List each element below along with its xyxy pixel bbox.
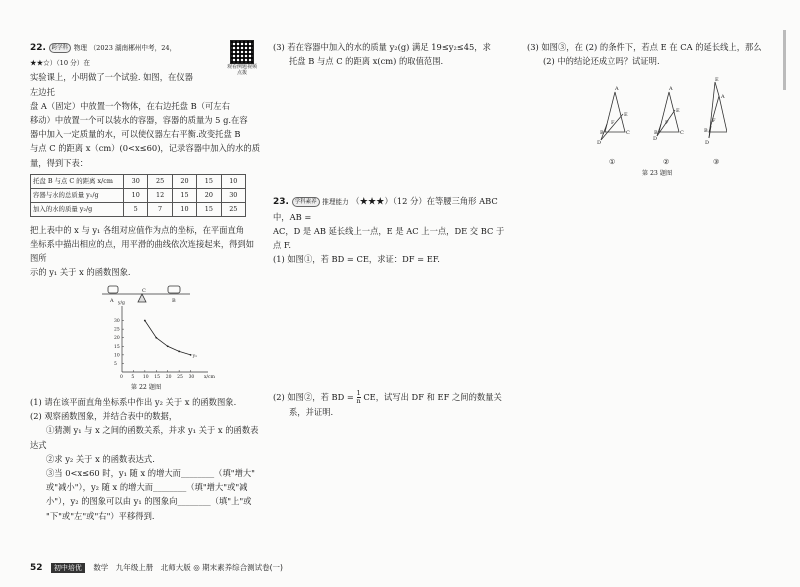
q23-part3-b: (2) 中的结论还成立吗？试证明. <box>543 56 660 67</box>
q22-part3-line2: 托盘 B 与点 C 的距离 x(cm) 的取值范围. <box>289 56 444 67</box>
y-tick-label: 5 <box>114 361 117 367</box>
q22-text-1: 实验课上，小明做了一个试验. 如图，在仪器左边托 <box>30 72 193 97</box>
svg-text:B: B <box>654 130 658 137</box>
x-tick-label: 20 <box>165 374 172 380</box>
table-row: 托盘 B 与点 C 的距离 x/cm 30 25 20 15 10 <box>31 174 246 188</box>
svg-text:C: C <box>626 130 630 137</box>
y-tick-label: 20 <box>114 335 120 341</box>
svg-text:D: D <box>653 136 658 143</box>
q23-part2-a: (2) 如图②，若 BD = <box>273 392 354 403</box>
brand-label: 初中培优 <box>51 563 85 573</box>
q22-sub-2c-3: 小"），y₂ 的图象可以由 y₁ 的图象向________（填"上"或 <box>46 496 252 507</box>
q22-sub-2c-1: ③当 0<x≤60 时，y₁ 随 x 的增大而________（填"增大" <box>46 468 255 479</box>
page-number: 52 <box>30 563 43 573</box>
q22-part3-line1: (3) 若在容器中加入的水的质量 y₂(g) 满足 19≤y₂≤45，求 <box>273 42 491 52</box>
svg-text:B: B <box>704 128 708 135</box>
balance-and-graph-figure <box>30 280 262 380</box>
svg-text:B: B <box>600 130 604 137</box>
q22-text-9: 示的 y₁ 关于 x 的函数图象. <box>30 267 131 278</box>
y-tick-label: 15 <box>114 344 120 350</box>
figure-23-3 <box>709 82 727 138</box>
x-tick-label: 0 <box>120 374 123 380</box>
svg-text:F: F <box>665 120 669 127</box>
svg-text:D: D <box>705 140 710 147</box>
figure-23-caption: 第 23 题图 <box>641 169 673 177</box>
svg-text:C: C <box>680 130 684 137</box>
question-number: 23. <box>273 197 289 208</box>
svg-text:E: E <box>624 112 628 119</box>
svg-text:A: A <box>669 86 673 93</box>
svg-text:E: E <box>715 77 719 84</box>
q22-text-2: 盘 A（固定）中放置一个物体，在右边托盘 B（可左右 <box>30 100 230 111</box>
literacy-tag: 学科素养 <box>292 197 320 207</box>
q22-text-5: 与点 C 的距离 x（cm）(0<x≤60)，记录容器中加入的水的质 <box>30 143 260 154</box>
data-point <box>144 319 146 321</box>
table-row: 加入的水的质量 y₂/g 5 7 10 15 25 <box>31 202 246 216</box>
page-edge-mark <box>783 30 786 90</box>
q22-text-8: 坐标系中描出相应的点，用平滑的曲线依次连接起来，得到如图所 <box>30 239 255 264</box>
q23-text-2: AC，D 是 AB 延长线上一点，E 是 AC 上一点，DE 交 BC 于点 F. <box>273 225 505 251</box>
figure-23-2 <box>657 92 679 136</box>
y-tick-label: 10 <box>114 352 120 358</box>
question-source: （2023 湖南郴州中考，24，★★☆）（10 分）在 <box>30 44 177 68</box>
q23-part2-c: 系，并证明. <box>289 407 334 418</box>
q22-text-3: 移动）中放置一个可以装水的容器，容器的质量为 5 g.在容 <box>30 115 248 126</box>
cross-subject-tag: 跨学科 <box>49 43 72 53</box>
x-tick-label: 10 <box>142 374 149 380</box>
data-table <box>30 174 246 217</box>
data-point <box>167 345 169 347</box>
q22-sub-2c-4: "下"或"左"或"右"）平移得到. <box>46 510 155 521</box>
q22-text-7: 把上表中的 x 与 y₁ 各组对应值作为点的坐标，在平面直角 <box>30 224 245 235</box>
svg-text:A: A <box>721 94 725 101</box>
data-point <box>155 336 157 338</box>
figure-numbers: ① ② ③ <box>609 157 720 166</box>
q22-sub-2: (2) 观察函数图象，并结合表中的数据， <box>30 411 178 422</box>
q22-text-4: 器中加入一定质量的水，可以使仪器左右平衡.改变托盘 B <box>30 129 241 140</box>
page-footer <box>30 562 283 573</box>
footer-text: 数学 九年级上册 北师大版 ◎ 期末素养综合测试卷(一) <box>93 563 283 572</box>
svg-text:E: E <box>676 108 680 115</box>
q23-part3-a: (3) 如图③，在 (2) 的条件下，若点 E 在 CA 的延长线上，那么 <box>527 42 762 52</box>
x-tick-label: 15 <box>154 374 161 380</box>
question-22 <box>30 40 262 523</box>
skill-label: 推理能力 <box>322 198 349 207</box>
figure-22-caption: 第 22 题图 <box>130 383 162 391</box>
svg-text:A: A <box>110 297 114 304</box>
vertex-labels <box>597 77 725 146</box>
data-point <box>190 354 192 356</box>
y-tick-label: 25 <box>114 327 120 333</box>
svg-text:A: A <box>615 86 619 93</box>
figure-23-1 <box>601 92 625 140</box>
q23-text-1: （★★★）（12 分）在等腰三角形 ABC 中，AB = <box>273 196 498 222</box>
q23-text-3: (1) 如图①，若 BD = CE，求证：DF = EF. <box>273 254 440 265</box>
table-row: 容器与水的总质量 y₁/g 10 12 15 20 30 <box>31 188 246 202</box>
qr-caption: 观看例题视频点拨 <box>226 64 257 76</box>
column-3 <box>527 40 767 181</box>
function-graph <box>114 297 216 380</box>
q23-part2-b: CE，试写出 DF 和 EF 之间的数量关 <box>363 392 502 403</box>
svg-text:F: F <box>611 120 615 127</box>
qr-code[interactable] <box>230 40 254 64</box>
fraction-1-over-n: $\frac{1}{n}$ <box>356 389 361 406</box>
x-tick-label: 25 <box>177 374 183 380</box>
q22-sub-2b: ②求 y₂ 关于 x 的函数表达式. <box>46 453 155 464</box>
y-tick-label: 30 <box>114 318 120 324</box>
data-point <box>178 350 180 352</box>
q22-sub-1: (1) 请在该平面直角坐标系中作出 y₂ 关于 x 的函数图象. <box>30 397 237 408</box>
series-label: y₁ <box>192 353 197 359</box>
svg-text:C: C <box>142 287 146 294</box>
series-line <box>145 320 191 354</box>
subject-label: 物理 <box>73 44 87 52</box>
balance-apparatus <box>102 286 190 304</box>
svg-text:B: B <box>172 297 176 304</box>
question-number: 22. <box>30 43 46 53</box>
q22-text-6: 量，得到下表： <box>30 157 89 168</box>
triangle-figures <box>527 74 727 154</box>
y-axis-label: y/g <box>118 300 125 306</box>
x-tick-label: 5 <box>131 374 135 380</box>
svg-text:F: F <box>712 118 716 125</box>
x-tick-label: 30 <box>188 374 195 380</box>
x-axis-label: x/cm <box>204 374 215 380</box>
q22-sub-2c-2: 或"减小"），y₂ 随 x 的增大而________（填"增大"或"减 <box>46 482 248 493</box>
column-2 <box>273 40 505 420</box>
svg-text:D: D <box>597 140 602 147</box>
q22-sub-2a: ①猜测 y₁ 与 x 之间的函数关系，并求 y₁ 关于 x 的函数表达式 <box>30 425 259 450</box>
